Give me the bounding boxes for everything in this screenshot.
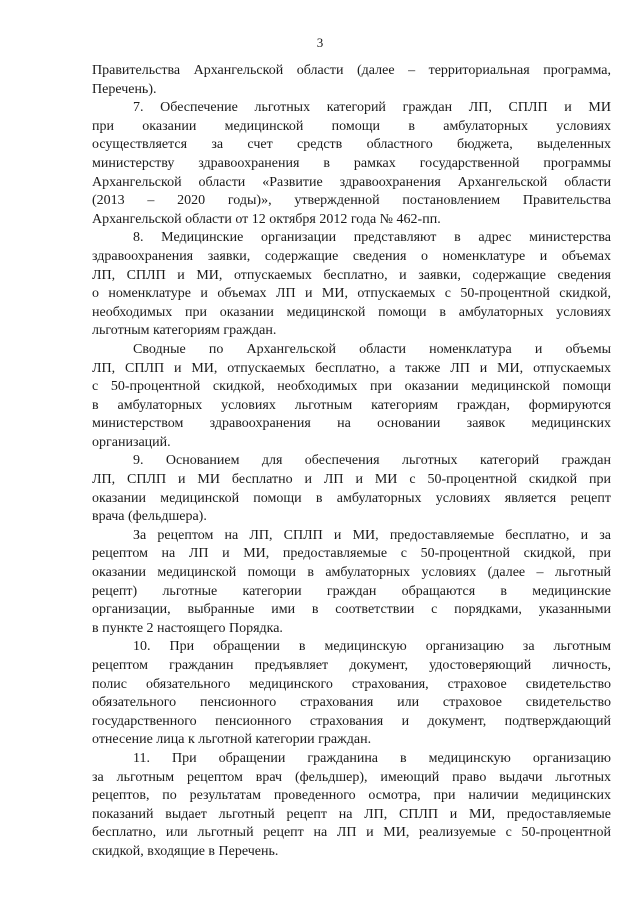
text-line: Архангельской области «Развитие здравоохранения Архангельской области xyxy=(92,174,611,190)
text-line: с 50-процентной скидкой, необходимых при оказании медицинской помощи xyxy=(92,379,611,395)
text-line: за льготным рецептом врач (фельдшер), имеющий право выдачи льготных xyxy=(92,769,611,785)
text-line: организаций. xyxy=(92,434,171,450)
paragraph-p7 xyxy=(92,99,611,229)
page-number: 3 xyxy=(316,35,324,50)
paragraph-p8b xyxy=(92,341,611,453)
text-line: оказании медицинской помощи в амбулаторных условиях (далее – льготный xyxy=(92,565,611,581)
text-line: ЛП, СПЛП и МИ, отпускаемых бесплатно, а также ЛП и МИ, отпускаемых xyxy=(92,360,611,376)
text-line: врача (фельдшера). xyxy=(92,509,207,525)
text-line: 7. Обеспечение льготных категорий граждан ЛП, СПЛП и МИ xyxy=(133,100,611,116)
text-line: отнесение лица к льготной категории граждан. xyxy=(92,732,372,748)
text-line: о номенклатуре и объемах ЛП и МИ, отпускаемых с 50-процентной скидкой, xyxy=(92,286,611,302)
paragraph-p10 xyxy=(92,638,611,750)
paragraph-p9 xyxy=(92,452,611,526)
text-line: организации, выбранные ими в соответствии с порядками, указанными xyxy=(92,602,611,618)
text-line: оказании медицинской помощи в амбулаторных условиях является рецепт xyxy=(92,490,611,506)
text-line: осуществляется за счет средств областного бюджета, выделенных xyxy=(92,137,611,153)
text-line: здравоохранения заявки, содержащие сведения о номенклатуре и объемах xyxy=(92,248,611,264)
paragraph-p-continued xyxy=(92,62,611,99)
text-line: (2013 – 2020 годы)», утвержденной постановлением Правительства xyxy=(92,193,611,209)
text-line: бесплатно, или льготный рецепт на ЛП и МИ, реализуемые с 50-процентной xyxy=(92,825,611,841)
text-line: Сводные по Архангельской области номенклатура и объемы xyxy=(133,341,611,357)
text-line: в пункте 2 настоящего Порядка. xyxy=(92,620,283,636)
text-line: полис обязательного медицинского страхования, страховое свидетельство xyxy=(92,676,611,692)
text-line: государственного пенсионного страхования и документ, подтверждающий xyxy=(92,713,611,729)
text-line: в амбулаторных условиях льготным категориям граждан, формируются xyxy=(92,397,611,413)
text-line: показаний выдает льготный рецепт на ЛП, СПЛП и МИ, предоставляемые xyxy=(92,806,611,822)
text-line: Правительства Архангельской области (далее – территориальная программа, xyxy=(92,63,611,78)
paragraph-p11 xyxy=(92,750,611,862)
text-line: ЛП, СПЛП и МИ, отпускаемых бесплатно, и заявки, содержащие сведения xyxy=(92,267,611,283)
text-line: Перечень). xyxy=(92,81,157,97)
paragraph-p8 xyxy=(92,229,611,341)
text-line: рецептом гражданин предъявляет документ, удостоверяющий личность, xyxy=(92,658,611,673)
text-line: министерством здравоохранения на основании заявок медицинских xyxy=(92,416,611,432)
text-line: рецепт) льготные категории граждан обращаются в медицинские xyxy=(92,583,611,599)
text-line: 9. Основанием для обеспечения льготных категорий граждан xyxy=(133,453,611,469)
text-line: министерству здравоохранения в рамках государственной программы xyxy=(92,155,611,171)
text-line: при оказании медицинской помощи в амбулаторных условиях xyxy=(92,118,611,134)
text-line: льготным категориям граждан. xyxy=(92,323,277,339)
text-line: необходимых при оказании медицинской помощи в амбулаторных условиях xyxy=(92,304,611,320)
text-line: обязательного пенсионного страхования или страховое свидетельство xyxy=(92,695,611,711)
text-line: Архангельской области от 12 октября 2012 года № 462-пп. xyxy=(92,211,441,227)
text-line: За рецептом на ЛП, СПЛП и МИ, предоставляемые бесплатно, и за xyxy=(133,527,611,543)
document-body xyxy=(92,62,611,862)
text-line: 10. При обращении в медицинскую организацию за льготным xyxy=(133,639,611,655)
text-line: 11. При обращении гражданина в медицинскую организацию xyxy=(133,750,611,766)
text-line: 8. Медицинские организации представляют в адрес министерства xyxy=(133,230,611,246)
text-line: скидкой, входящие в Перечень. xyxy=(92,843,279,859)
text-line: рецептом на ЛП и МИ, предоставляемые с 50-процентной скидкой, при xyxy=(92,546,611,562)
paragraph-p9b xyxy=(92,527,611,639)
text-line: рецептов, по результатам проведенного осмотра, при наличии медицинских xyxy=(92,788,611,804)
text-line: ЛП, СПЛП и МИ бесплатно и ЛП и МИ с 50-процентной скидкой при xyxy=(92,472,611,488)
